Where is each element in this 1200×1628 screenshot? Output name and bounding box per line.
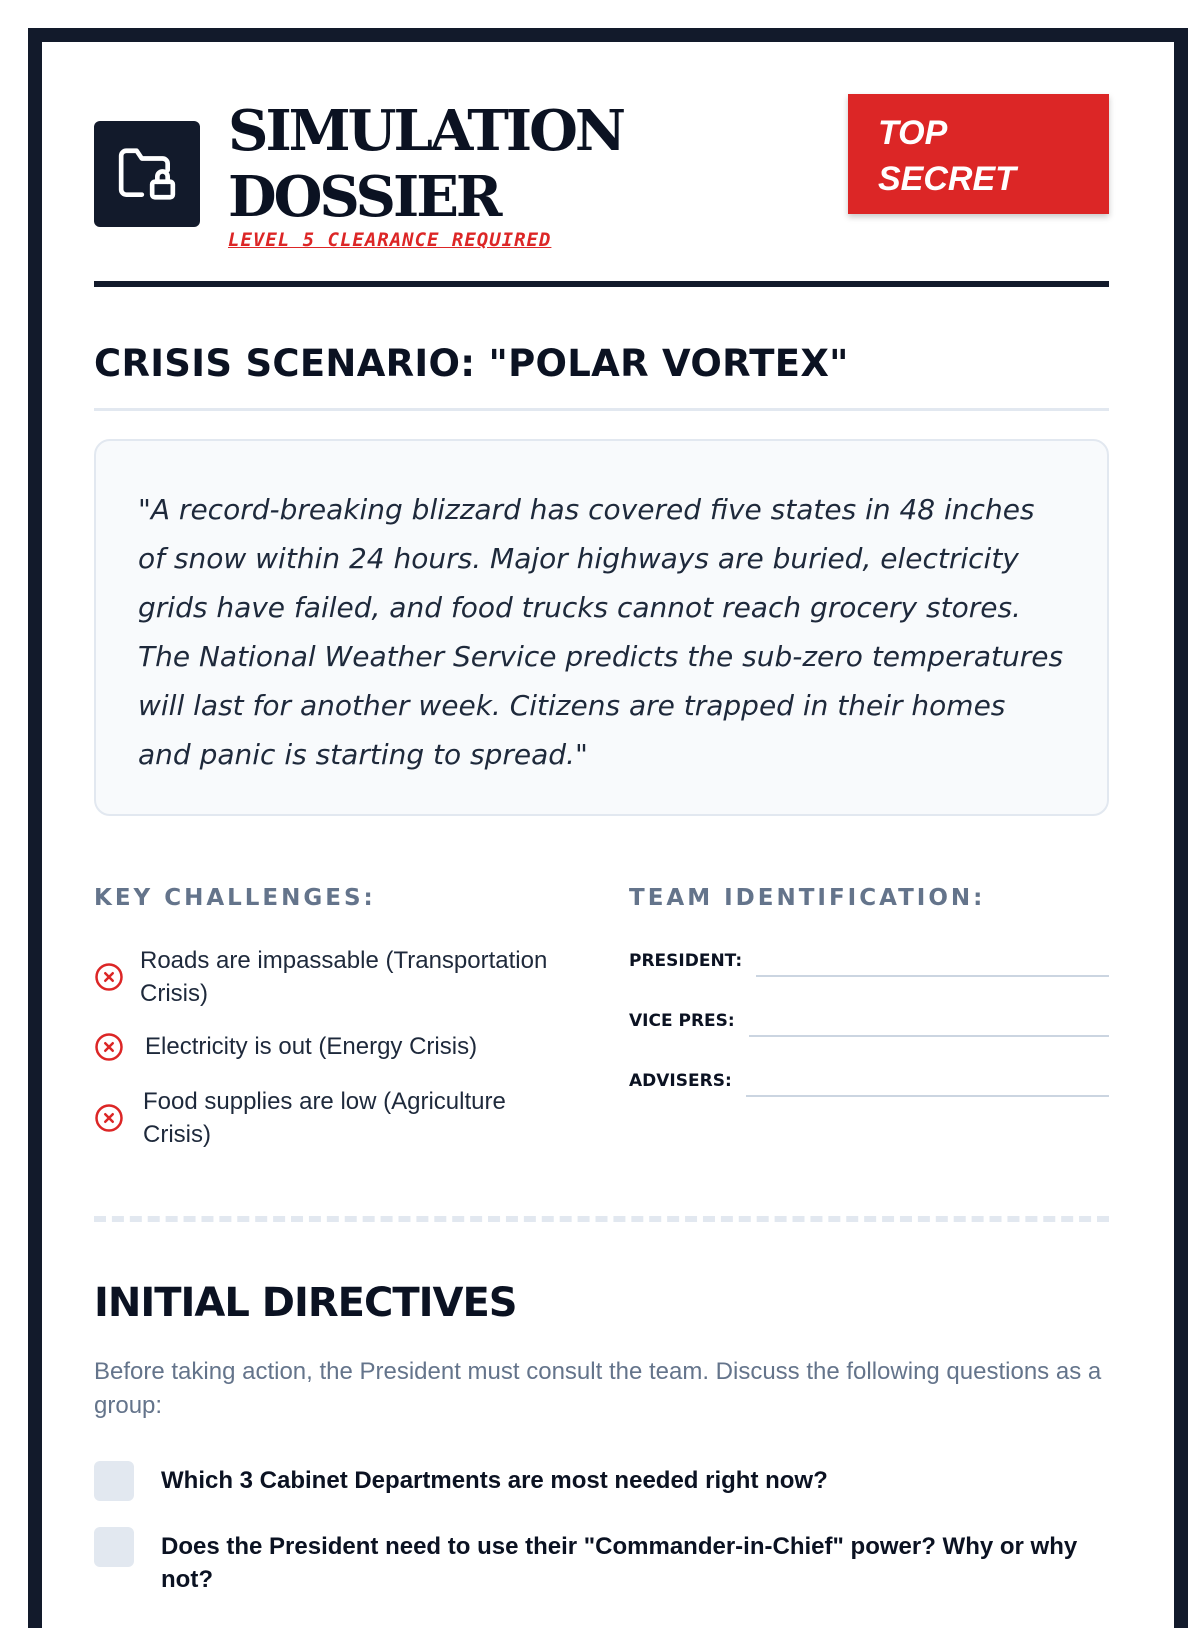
challenge-item	[94, 1030, 594, 1063]
challenge-text: Electricity is out (Energy Crisis)	[145, 1033, 478, 1060]
question-checkbox[interactable]	[94, 1527, 134, 1567]
x-circle-icon	[94, 962, 124, 992]
advisers-label: ADVISERS:	[629, 1071, 732, 1091]
directive-question	[94, 1461, 1109, 1501]
page-title	[228, 98, 623, 230]
question-text: Which 3 Cabinet Departments are most needed right now?	[161, 1467, 828, 1494]
scenario-quote-text: "A record-breaking blizzard has covered five states in 48 inches of snow within 24 hours. Major highways are buried, electricity grids have failed, and food trucks cannot reach grocery stores. The National Weather Service predicts the sub-zero temperatures will last for another week. Citizens are trapped in their homes and panic is starting to spread."	[138, 493, 1064, 771]
directives-title: INITIAL DIRECTIVES	[94, 1280, 517, 1326]
title-line-1: SIMULATION	[228, 98, 624, 164]
folder-lock-icon	[94, 121, 200, 227]
vice-president-input-line[interactable]	[749, 1005, 1109, 1037]
section-divider	[94, 1216, 1109, 1222]
header-divider	[94, 281, 1109, 287]
question-checkbox[interactable]	[94, 1461, 134, 1501]
directive-question	[94, 1527, 1109, 1596]
question-text: Does the President need to use their "Commander-in-Chief" power? Why or why not?	[161, 1533, 1078, 1593]
stamp-line-1: TOP	[878, 114, 948, 152]
scenario-divider	[94, 408, 1109, 411]
challenge-item	[94, 944, 574, 1010]
directives-intro: Before taking action, the President must consult the team. Discuss the following questions as a group:	[94, 1358, 1102, 1419]
key-challenges-label: KEY CHALLENGES:	[94, 885, 376, 911]
stamp-line-2: SECRET	[878, 160, 1016, 198]
challenge-text: Roads are impassable (Transportation Crisis)	[140, 947, 548, 1007]
scenario-quote	[94, 439, 1109, 816]
advisers-field[interactable]	[629, 1065, 1109, 1097]
challenge-text: Food supplies are low (Agriculture Crisis)	[143, 1088, 506, 1148]
top-secret-stamp	[848, 94, 1109, 214]
president-label: PRESIDENT:	[629, 951, 743, 971]
title-line-2: DOSSIER	[228, 164, 500, 230]
x-circle-icon	[94, 1103, 124, 1133]
scenario-title: CRISIS SCENARIO: "POLAR VORTEX"	[94, 342, 849, 385]
challenge-item	[94, 1085, 554, 1151]
clearance-notice: LEVEL 5 CLEARANCE REQUIRED	[228, 229, 552, 251]
team-identification-label: TEAM IDENTIFICATION:	[629, 885, 986, 911]
president-input-line[interactable]	[756, 945, 1109, 977]
advisers-input-line[interactable]	[746, 1065, 1109, 1097]
x-circle-icon	[94, 1032, 124, 1062]
vice-president-field[interactable]	[629, 1005, 1109, 1037]
president-field[interactable]	[629, 945, 1109, 977]
vice-president-label: VICE PRES:	[629, 1011, 735, 1031]
